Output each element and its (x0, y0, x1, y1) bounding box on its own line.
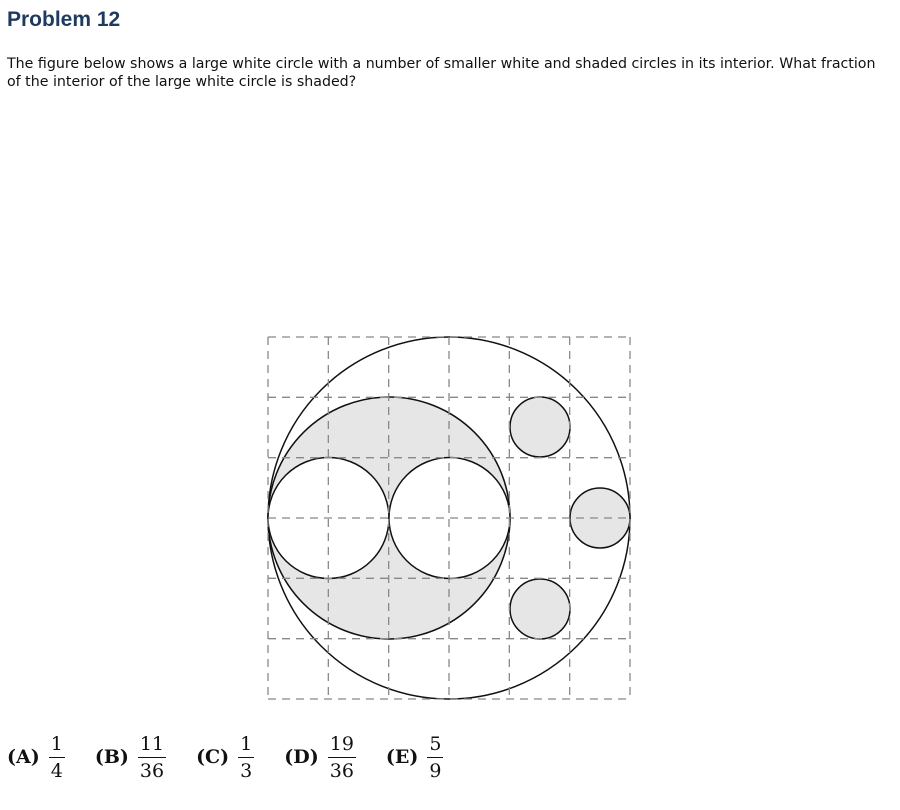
choice-fraction (138, 733, 166, 782)
answer-choices (7, 727, 473, 787)
circle-figure (265, 334, 635, 709)
choice-letter: (A) (7, 746, 40, 768)
choice-fraction (427, 733, 443, 782)
figure-svg (265, 334, 635, 704)
choice-d[interactable] (284, 733, 356, 782)
problem-statement: The figure below shows a large white circle with a number of smaller white and shaded circles in its interior. What fraction of the interior of the large white circle is shaded? (7, 56, 876, 90)
fraction-denominator: 4 (50, 759, 63, 782)
choice-fraction (49, 733, 65, 782)
fraction-denominator: 9 (429, 759, 442, 782)
choice-fraction (238, 733, 254, 782)
choice-fraction (328, 733, 356, 782)
choice-letter: (B) (94, 746, 129, 768)
choice-letter: (D) (284, 746, 319, 768)
problem-title: Problem 12 (7, 8, 121, 31)
fraction-numerator: 1 (238, 733, 254, 758)
choice-b[interactable] (95, 733, 166, 782)
fraction-denominator: 3 (240, 759, 253, 782)
fraction-numerator: 5 (427, 733, 443, 758)
fraction-denominator: 36 (139, 759, 165, 782)
choice-e[interactable] (386, 733, 444, 782)
bottom-small-shaded-circle (510, 579, 570, 639)
right-white-circle (389, 458, 510, 579)
fraction-denominator: 36 (329, 759, 354, 782)
top-small-shaded-circle (510, 397, 570, 457)
fraction-numerator: 1 (49, 733, 65, 758)
fraction-numerator: 19 (328, 733, 356, 758)
choice-a[interactable] (7, 733, 65, 782)
choice-c[interactable] (196, 733, 254, 782)
fraction-numerator: 11 (138, 733, 166, 758)
choice-letter: (C) (196, 746, 230, 768)
choice-letter: (E) (385, 746, 419, 768)
